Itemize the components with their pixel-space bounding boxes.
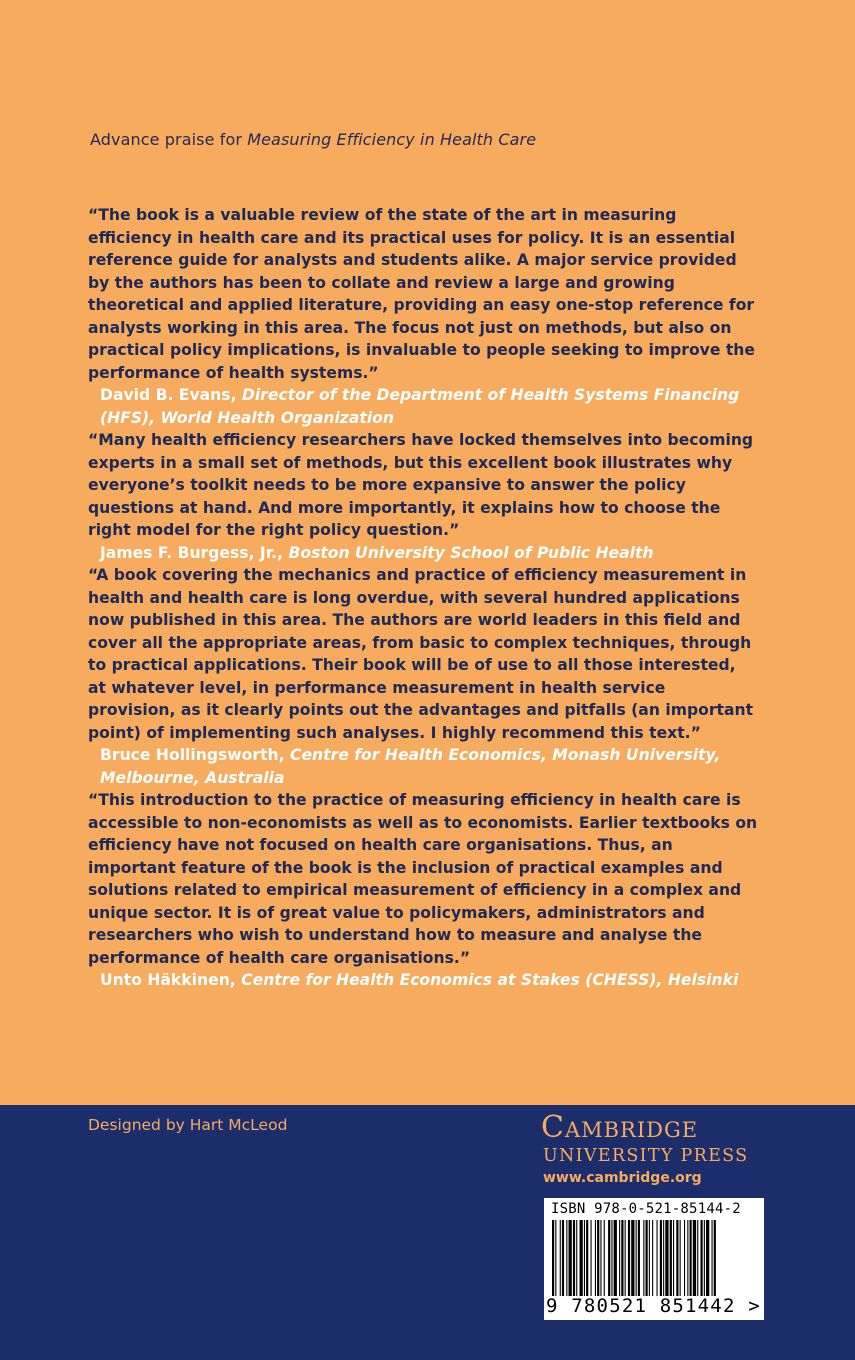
attribution-name: David B. Evans, [100, 386, 237, 404]
barcode-bar [712, 1220, 713, 1296]
barcode-bar [657, 1220, 658, 1296]
quote-attribution [100, 969, 758, 992]
barcode-bar [690, 1220, 692, 1296]
attribution-affiliation: Boston University School of Public Health [288, 543, 654, 562]
barcode-bar [706, 1220, 709, 1296]
barcode-bar [595, 1220, 596, 1296]
isbn-barcode-box [544, 1198, 764, 1320]
attribution-name: Unto Häkkinen, [100, 971, 236, 989]
barcode-bar [580, 1220, 583, 1296]
quote-attribution [100, 384, 758, 429]
barcode-bar [714, 1220, 716, 1296]
quote-text: “A book covering the mechanics and practice of efficiency measurement in health and health care is long overdue, with several hundred applications now published in this area. The authors are world leaders in this field and cover all the appropriate areas, from basic to complex techniques, through to practical applications. Their book will be of use to all those interested, at whatever level, in performance measurement in health service provision, as it clearly points out the advantages and pitfalls (an important point) of implementing such analyses. I highly recommend this text.” [88, 566, 754, 742]
barcode-bar [673, 1220, 674, 1296]
designer-credit: Designed by Hart McLeod [88, 1116, 288, 1134]
barcode-bar [670, 1220, 672, 1296]
publisher-logo-name: Cambridge [541, 1110, 699, 1145]
barcode-bar [584, 1220, 585, 1296]
quote-text: “This introduction to the practice of measuring efficiency in health care is accessible to non-economists as well as to economists. Earlier textbooks on efficiency have not focused on health care organisations. Thus, an important feature of the book is the inclusion of practical examples and solutions related to empirical measurement of efficiency in a complex and unique sector. It is of great value to policymakers, administrators and researchers who wish to understand how to measure and analyse the performance of health care organisations.” [88, 791, 758, 967]
barcode-bar [652, 1220, 653, 1296]
quote-text: “The book is a valuable review of the state of the art in measuring efficiency in health care and its practical uses for policy. It is an essential reference guide for analysts and students alike. A major service provided by the authors has been to collate and review a large and growing theoretical and applied literature, providing an easy one-stop reference for analysts working in this area. The focus not just on methods, but also on practical policy implications, is invaluable to people seeking to improve the performance of health systems.” [88, 206, 755, 382]
barcode-bar [646, 1220, 648, 1296]
barcode-bar [628, 1220, 630, 1296]
barcode-bar [660, 1220, 662, 1296]
praise-prefix: Advance praise for [90, 130, 243, 149]
barcode-bar [597, 1220, 599, 1296]
praise-header [90, 130, 536, 149]
quote-block-hollingsworth [88, 564, 758, 789]
barcode-bar [621, 1220, 623, 1296]
barcode-bar [566, 1220, 567, 1296]
attribution-affiliation: Centre for Health Economics at Stakes (CHESS), Helsinki [241, 971, 739, 989]
barcode-bar [586, 1220, 588, 1296]
quote-block-hakkinen [88, 789, 758, 992]
barcode-bar [560, 1220, 561, 1296]
barcode-bar [665, 1220, 668, 1296]
publisher-url: www.cambridge.org [543, 1170, 702, 1186]
barcode-bar [555, 1220, 556, 1296]
isbn-label: ISBN 978-0-521-85144-2 [551, 1201, 741, 1217]
publisher-logo-subtitle: UNIVERSITY PRESS [543, 1146, 749, 1166]
barcode-bar [704, 1220, 705, 1296]
barcode-bar [687, 1220, 688, 1296]
barcode-bar [693, 1220, 696, 1296]
barcode-icon [552, 1220, 756, 1298]
book-title: Measuring Efficiency in Health Care [247, 130, 537, 149]
barcode-bar [636, 1220, 637, 1296]
barcode-bar [600, 1220, 601, 1296]
barcode-bar [552, 1220, 554, 1296]
barcode-bar [573, 1220, 575, 1296]
barcode-bar [680, 1220, 681, 1296]
barcode-bar [697, 1220, 698, 1296]
barcode-bar [562, 1220, 564, 1296]
attribution-affiliation: Centre for Health Economics, Monash University, Melbourne, Australia [100, 746, 721, 787]
barcode-bar [576, 1220, 577, 1296]
quote-attribution [100, 744, 758, 789]
barcode-bar [663, 1220, 664, 1296]
barcode-bar [619, 1220, 620, 1296]
barcode-bar [684, 1220, 685, 1296]
barcode-bar [608, 1220, 610, 1296]
barcode-bar [631, 1220, 634, 1296]
quote-text: “Many health efficiency researchers have locked themselves into becoming experts in a small set of methods, but this excellent book illustrates why everyone’s toolkit needs to be more expansive to answer the policy questions at hand. And more importantly, it explains how to choose the right model for the right policy question.” [88, 431, 754, 539]
barcode-bar [604, 1220, 605, 1296]
attribution-name: James F. Burgess, Jr., [100, 543, 284, 562]
barcode-bar [625, 1220, 626, 1296]
barcode-bar [569, 1220, 572, 1296]
barcode-bar [591, 1220, 592, 1296]
barcode-bar [611, 1220, 612, 1296]
barcode-bar [643, 1220, 644, 1296]
attribution-name: Bruce Hollingsworth, [100, 746, 285, 764]
quote-block-burgess [88, 429, 758, 564]
quote-attribution [100, 542, 758, 565]
barcode-bar [614, 1220, 617, 1296]
attribution-affiliation: Director of the Department of Health Systems Financing (HFS), World Health Organization [100, 386, 740, 427]
barcode-bar [649, 1220, 650, 1296]
barcode-digits: 9 780521 851442 > [546, 1295, 761, 1317]
barcode-bar [701, 1220, 703, 1296]
quote-block-evans [88, 204, 758, 429]
barcode-bar [638, 1220, 640, 1296]
barcode-bar [676, 1220, 678, 1296]
